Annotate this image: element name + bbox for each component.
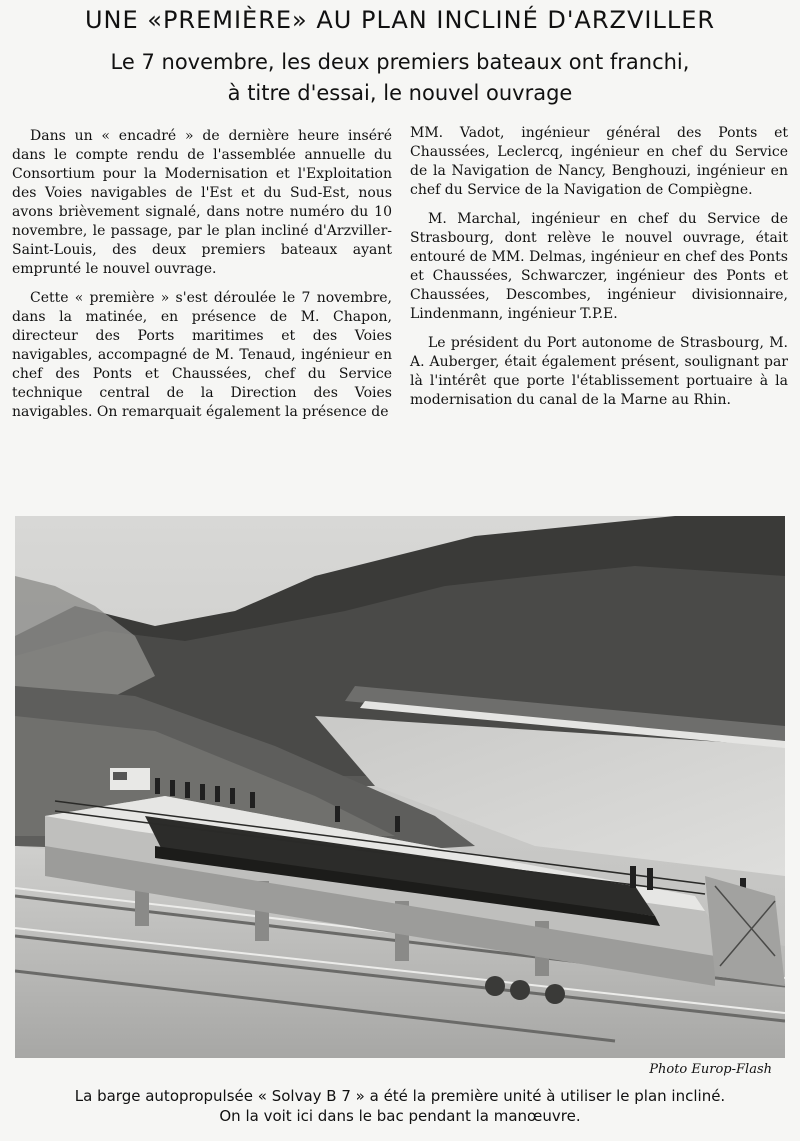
paragraph-2: Cette « première » s'est déroulée le 7 novembre, dans la matinée, en présence de M. Chapon, directeur des Ports maritimes et des Voies navigables, accompagné de M. Tenaud, ingénieur en chef des Ponts et Chaussées, chef du Service technique central de la Direction des Voies navigables. On remarquait également la présence de xyxy=(12,290,392,420)
inclined-plane-photo xyxy=(15,516,785,1058)
caption-line-1: La barge autopropulsée « Solvay B 7 » a été la première unité à utiliser le plan incliné. xyxy=(74,1087,726,1105)
left-text-column xyxy=(12,127,392,432)
photo-illustration xyxy=(15,516,785,1058)
subhead-line-2: à titre d'essai, le nouvel ouvrage xyxy=(227,81,573,105)
photo-caption xyxy=(10,1086,790,1126)
paragraph-5: Le président du Port autonome de Strasbourg, M. A. Auberger, était également présent, soulignant par là l'intérêt que porte l'établissement portuaire à la modernisation du canal de la Marne au Rhin. xyxy=(410,335,788,408)
paragraph-1: Dans un « encadré » de dernière heure inséré dans le compte rendu de l'assemblée annuelle du Consortium pour la Modernisation et l'Exploitation des Voies navigables de l'Est et du Sud-Est, nous avons brièvement signalé, dans notre numéro du 10 novembre, le passage, par le plan incliné d'Arzviller-Saint-Louis, des deux premiers bateaux ayant emprunté le nouvel ouvrage. xyxy=(12,128,392,277)
photo-credit: Photo Europ-Flash xyxy=(649,1062,772,1077)
article-subhead xyxy=(60,47,740,109)
paragraph-3: MM. Vadot, ingénieur général des Ponts et Chaussées, Leclercq, ingénieur en chef du Service de la Navigation de Nancy, Benghouzi, ingénieur en chef du Service de la Navigation de Compiègne. xyxy=(410,125,788,198)
caption-line-2: On la voit ici dans le bac pendant la manœuvre. xyxy=(219,1107,581,1125)
subhead-line-1: Le 7 novembre, les deux premiers bateaux ont franchi, xyxy=(110,50,690,74)
article-headline: UNE «PREMIÈRE» AU PLAN INCLINÉ D'ARZVILLER xyxy=(84,6,716,34)
paragraph-4: M. Marchal, ingénieur en chef du Service de Strasbourg, dont relève le nouvel ouvrage, était entouré de MM. Delmas, ingénieur en chef des Ponts et Chaussées, Schwarczer, ingénieur des Ponts et Chaussées, Descombes, ingénieur divisionnaire, Lindenmann, ingénieur T.P.E. xyxy=(410,211,788,322)
right-text-column xyxy=(410,124,788,420)
